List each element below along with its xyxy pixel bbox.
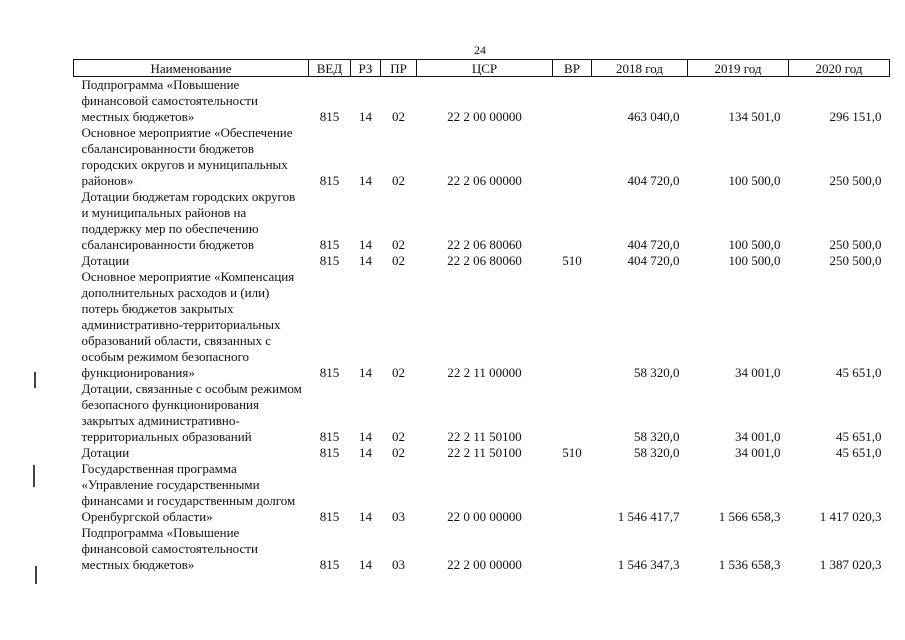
row-ved: 815	[319, 557, 340, 572]
table-row	[74, 253, 890, 269]
row-2019: 34 001,0	[735, 445, 781, 460]
row-2018: 58 320,0	[634, 429, 680, 444]
table-row	[74, 77, 890, 126]
row-csr: 22 2 11 50100	[447, 429, 522, 444]
row-2019: 34 001,0	[735, 429, 781, 444]
row-rz: 14	[359, 509, 372, 524]
budget-table	[73, 59, 890, 573]
table-row	[74, 461, 890, 525]
row-2020: 250 500,0	[829, 173, 882, 188]
row-rz: 14	[359, 365, 372, 380]
header-vr: ВР	[553, 60, 592, 77]
row-ved: 815	[319, 109, 340, 124]
row-2020: 250 500,0	[829, 253, 882, 268]
row-vr	[553, 525, 592, 573]
row-csr: 22 2 00 00000	[447, 109, 522, 124]
row-vr	[553, 125, 592, 189]
row-name: Подпрограмма «Повышение финансовой самостоятельности местных бюджетов»	[81, 525, 258, 572]
row-vr: 510	[562, 445, 582, 460]
row-2018: 404 720,0	[627, 253, 680, 268]
row-rz: 14	[359, 237, 372, 252]
row-pr: 02	[392, 253, 405, 268]
row-pr: 02	[392, 429, 405, 444]
row-vr: 510	[562, 253, 582, 268]
row-csr: 22 2 06 00000	[447, 173, 522, 188]
table-row	[74, 125, 890, 189]
row-pr: 02	[392, 173, 405, 188]
row-csr: 22 2 11 50100	[447, 445, 522, 460]
row-ved: 815	[319, 173, 340, 188]
table-row	[74, 525, 890, 573]
row-pr: 02	[392, 237, 405, 252]
page-number: 24	[474, 43, 486, 57]
row-2020: 1 387 020,3	[819, 557, 882, 572]
row-2020: 250 500,0	[829, 237, 882, 252]
row-2020: 296 151,0	[829, 109, 882, 124]
header-2020: 2020 год	[789, 60, 890, 77]
row-name: Подпрограмма «Повышение финансовой самостоятельности местных бюджетов»	[81, 77, 258, 124]
scan-mark	[34, 372, 36, 388]
row-rz: 14	[359, 173, 372, 188]
row-2020: 45 651,0	[836, 445, 882, 460]
row-rz: 14	[359, 109, 372, 124]
row-2019: 134 501,0	[728, 109, 781, 124]
row-pr: 02	[392, 109, 405, 124]
row-ved: 815	[319, 445, 340, 460]
row-2018: 404 720,0	[627, 173, 680, 188]
table-body	[74, 77, 890, 574]
row-name: Дотации, связанные с особым режимом безопасного функционирования закрытых административно-территориальных образований	[81, 381, 302, 444]
row-csr: 22 2 06 80060	[447, 253, 522, 268]
header-csr: ЦСР	[417, 60, 553, 77]
scan-mark	[33, 465, 35, 487]
row-name: Государственная программа «Управление государственными финансами и государственным долгом Оренбургской области»	[81, 461, 296, 524]
row-2019: 100 500,0	[728, 173, 781, 188]
row-2019: 100 500,0	[728, 253, 781, 268]
row-2019: 34 001,0	[735, 365, 781, 380]
row-name: Дотации	[81, 445, 130, 460]
row-2019: 1 536 658,3	[718, 557, 781, 572]
row-vr	[553, 269, 592, 381]
row-name: Дотации бюджетам городских округов и муниципальных районов на поддержку мер по обеспечению сбалансированности бюджетов	[81, 189, 296, 252]
row-2020: 45 651,0	[836, 365, 882, 380]
row-2018: 463 040,0	[627, 109, 680, 124]
row-2018: 58 320,0	[634, 445, 680, 460]
row-ved: 815	[319, 237, 340, 252]
header-2018: 2018 год	[592, 60, 688, 77]
header-name: Наименование	[74, 60, 309, 77]
table-row	[74, 269, 890, 381]
row-2019: 1 566 658,3	[718, 509, 781, 524]
row-ved: 815	[319, 365, 340, 380]
table-row	[74, 381, 890, 445]
row-rz: 14	[359, 445, 372, 460]
row-csr: 22 0 00 00000	[447, 509, 522, 524]
row-2020: 1 417 020,3	[819, 509, 882, 524]
table-row	[74, 445, 890, 461]
row-name: Основное мероприятие «Компенсация дополнительных расходов и (или) потерь бюджетов закрытых административно-территориальных образований области, связанных с особым режимом безопасного функционирования»	[81, 269, 295, 380]
row-pr: 02	[392, 365, 405, 380]
row-pr: 03	[392, 557, 405, 572]
row-pr: 02	[392, 445, 405, 460]
row-ved: 815	[319, 253, 340, 268]
header-2019: 2019 год	[688, 60, 789, 77]
scan-mark	[35, 566, 37, 584]
row-rz: 14	[359, 253, 372, 268]
row-vr	[553, 189, 592, 253]
table-row	[74, 189, 890, 253]
row-name: Основное мероприятие «Обеспечение сбалансированности бюджетов городских округов и муниципальных районов»	[81, 125, 293, 188]
row-ved: 815	[319, 429, 340, 444]
header-rz: РЗ	[351, 60, 381, 77]
row-csr: 22 2 11 00000	[447, 365, 522, 380]
row-csr: 22 2 06 80060	[447, 237, 522, 252]
row-2018: 1 546 417,7	[617, 509, 680, 524]
row-csr: 22 2 00 00000	[447, 557, 522, 572]
row-2018: 1 546 347,3	[617, 557, 680, 572]
row-2018: 404 720,0	[627, 237, 680, 252]
table-header-row	[74, 60, 890, 77]
header-ved: ВЕД	[309, 60, 351, 77]
row-2020: 45 651,0	[836, 429, 882, 444]
row-vr	[553, 461, 592, 525]
row-vr	[553, 77, 592, 126]
row-2019: 100 500,0	[728, 237, 781, 252]
header-pr: ПР	[381, 60, 417, 77]
row-rz: 14	[359, 429, 372, 444]
row-name: Дотации	[81, 253, 130, 268]
row-rz: 14	[359, 557, 372, 572]
row-pr: 03	[392, 509, 405, 524]
row-2018: 58 320,0	[634, 365, 680, 380]
row-ved: 815	[319, 509, 340, 524]
row-vr	[553, 381, 592, 445]
